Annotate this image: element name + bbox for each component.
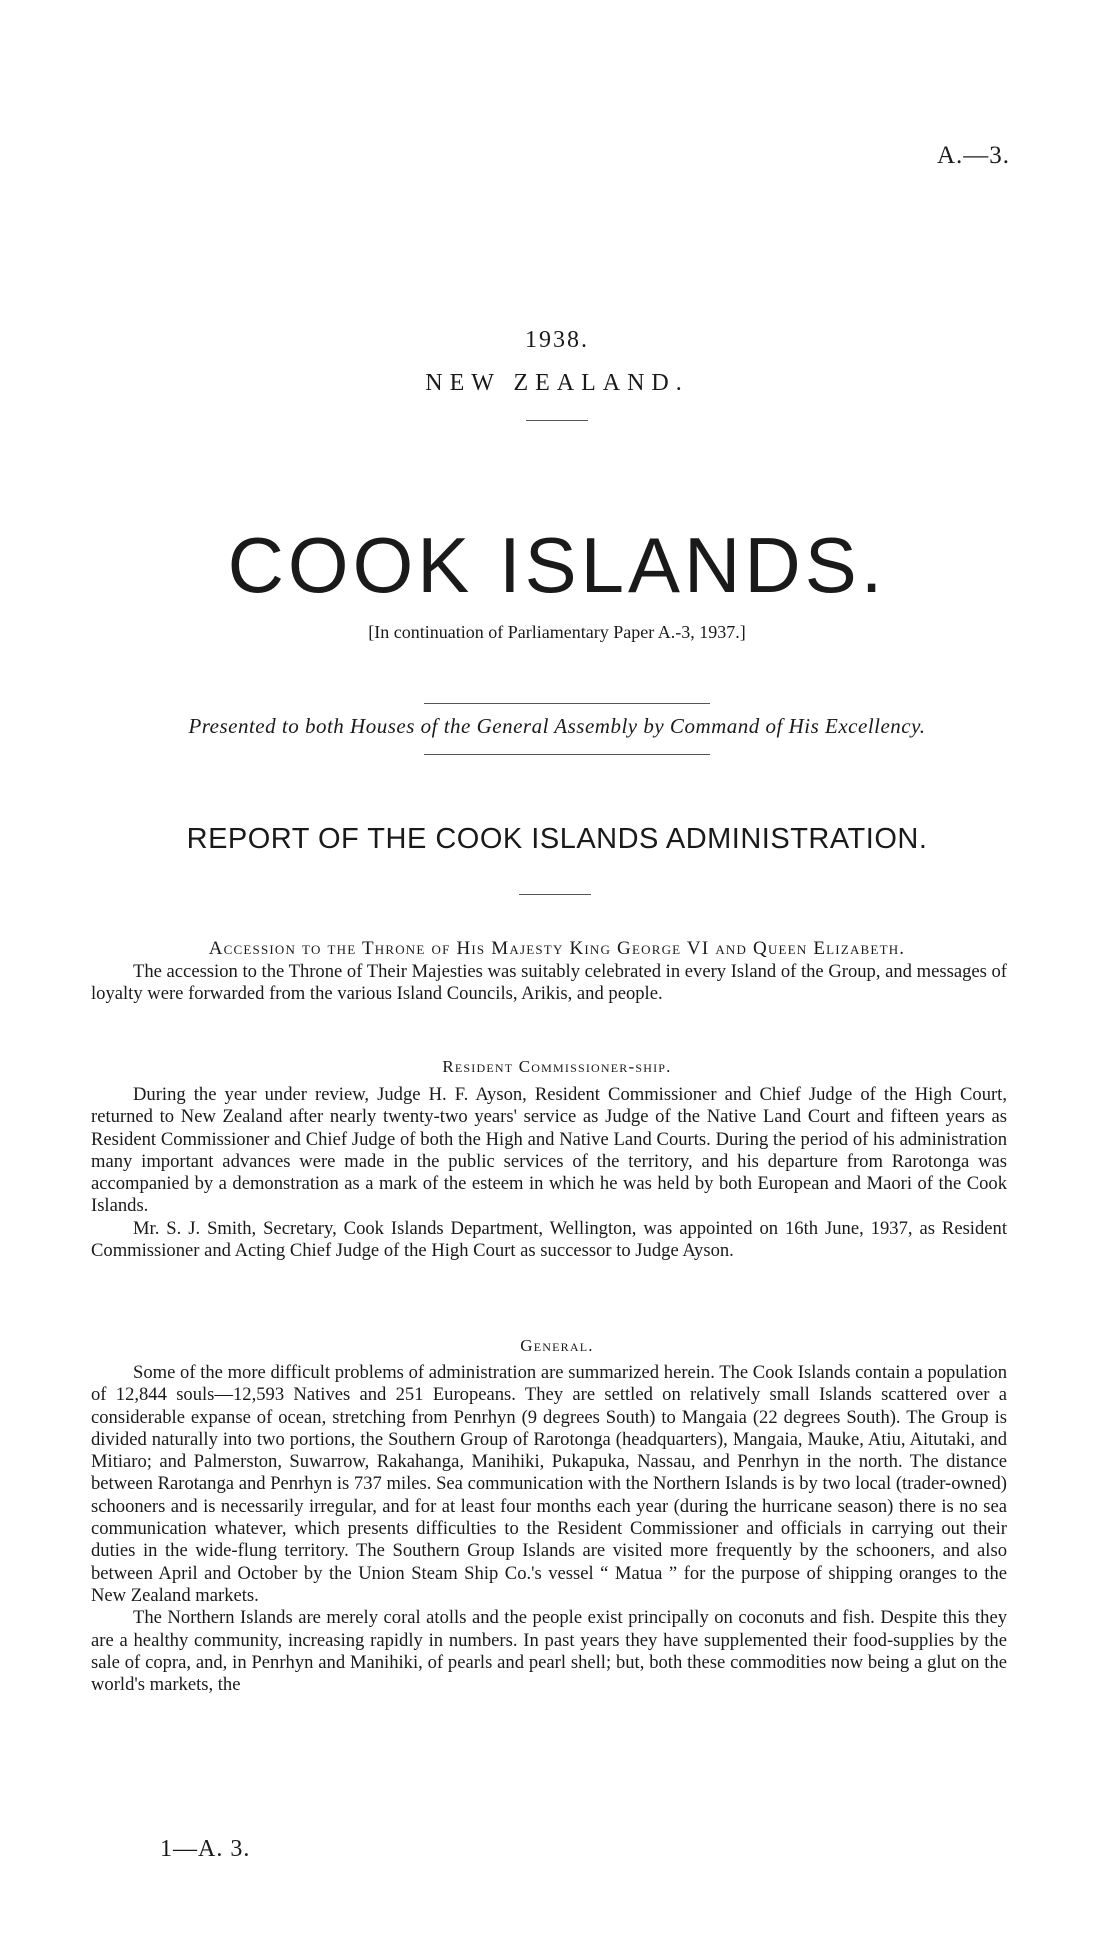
paragraph: Some of the more difficult problems of administration are summarized herein. The Cook Islands contain a population of 12,844 souls—12,593 Natives and 251 Europeans. They are settled on relatively small Islands scattered over a considerable expanse of ocean, stretching from Penrhyn (9 degrees South) to Mangaia (22 degrees South). The Group is divided naturally into two portions, the Southern Group of Rarotonga (headquarters), Mangaia, Mauke, Atiu, Aitutaki, and Mitiaro; and Palmerston, Suwarrow, Rakahanga, Manihiki, Pukapuka, Nassau, and Penrhyn in the north. The distance between Rarotanga and Penrhyn is 737 miles. Sea communication with the Northern Islands is by two local (trader-owned) schooners and is necessarily irregular, and for at least four months each year (during the hurricane season) there is no sea communication whatever, which presents difficulties to the Resident Commissioner and officials in carrying out their duties in the wide-flung territory. The Southern Group Islands are visited more frequently by the schooners, and also between April and October by the Union Steam Ship Co.'s vessel “ Matua ” for the purpose of shipping oranges to the New Zealand markets. (91, 1362, 1007, 1606)
section-heading-accession: Accession to the Throne of His Majesty King George VI and Queen Elizabeth. (208, 938, 906, 959)
continuation-note: [In continuation of Parliamentary Paper A.-3, 1937.] (368, 622, 746, 642)
divider (424, 703, 710, 704)
paragraph: Mr. S. J. Smith, Secretary, Cook Islands Department, Wellington, was appointed on 16th June, 1937, as Resident Commissioner and Acting Chief Judge of the High Court as successor to Judge Ayson. (91, 1217, 1007, 1262)
page-reference: A.—3. (936, 142, 1010, 169)
divider (526, 420, 588, 421)
section-body-accession (91, 961, 1007, 1006)
paragraph: During the year under review, Judge H. F. Ayson, Resident Commissioner and Chief Judge of the High Court, returned to New Zealand after nearly twenty-two years' service as Judge of the Native Land Court and fifteen years as Resident Commissioner and Chief Judge of both the High and Native Land Courts. During the period of his administration many important advances were made in the public services of the territory, and his departure from Rarotonga was accompanied by a demonstration as a mark of the esteem in which he was held by both European and Maori of the Cook Islands. (91, 1084, 1007, 1217)
section-body-resident (91, 1084, 1007, 1262)
divider (424, 754, 710, 755)
page-signature: 1—A. 3. (160, 1836, 251, 1862)
paragraph: The Northern Islands are merely coral atolls and the people exist principally on coconuts and fish. Despite this they are a healthy community, increasing rapidly in numbers. In past years they have supplemented their food-supplies by the sale of copra, and, in Penrhyn and Manihiki, of pearls and pearl shell; but, both these commodities now being a glut on the world's markets, the (91, 1607, 1007, 1696)
divider (519, 894, 591, 895)
main-title: COOK ISLANDS. (227, 521, 887, 609)
document-year: 1938. (525, 327, 589, 353)
section-heading-general: General. (520, 1336, 594, 1355)
country-heading: NEW ZEALAND. (425, 370, 689, 396)
section-heading-resident: Resident Commissioner-ship. (442, 1057, 672, 1076)
section-body-general (91, 1362, 1007, 1696)
presented-line: Presented to both Houses of the General Assembly by Command of His Excellency. (188, 714, 926, 738)
paragraph: The accession to the Throne of Their Majesties was suitably celebrated in every Island of the Group, and messages of loyalty were forwarded from the various Island Councils, Arikis, and people. (91, 961, 1007, 1005)
report-title: REPORT OF THE COOK ISLANDS ADMINISTRATION. (186, 823, 928, 855)
